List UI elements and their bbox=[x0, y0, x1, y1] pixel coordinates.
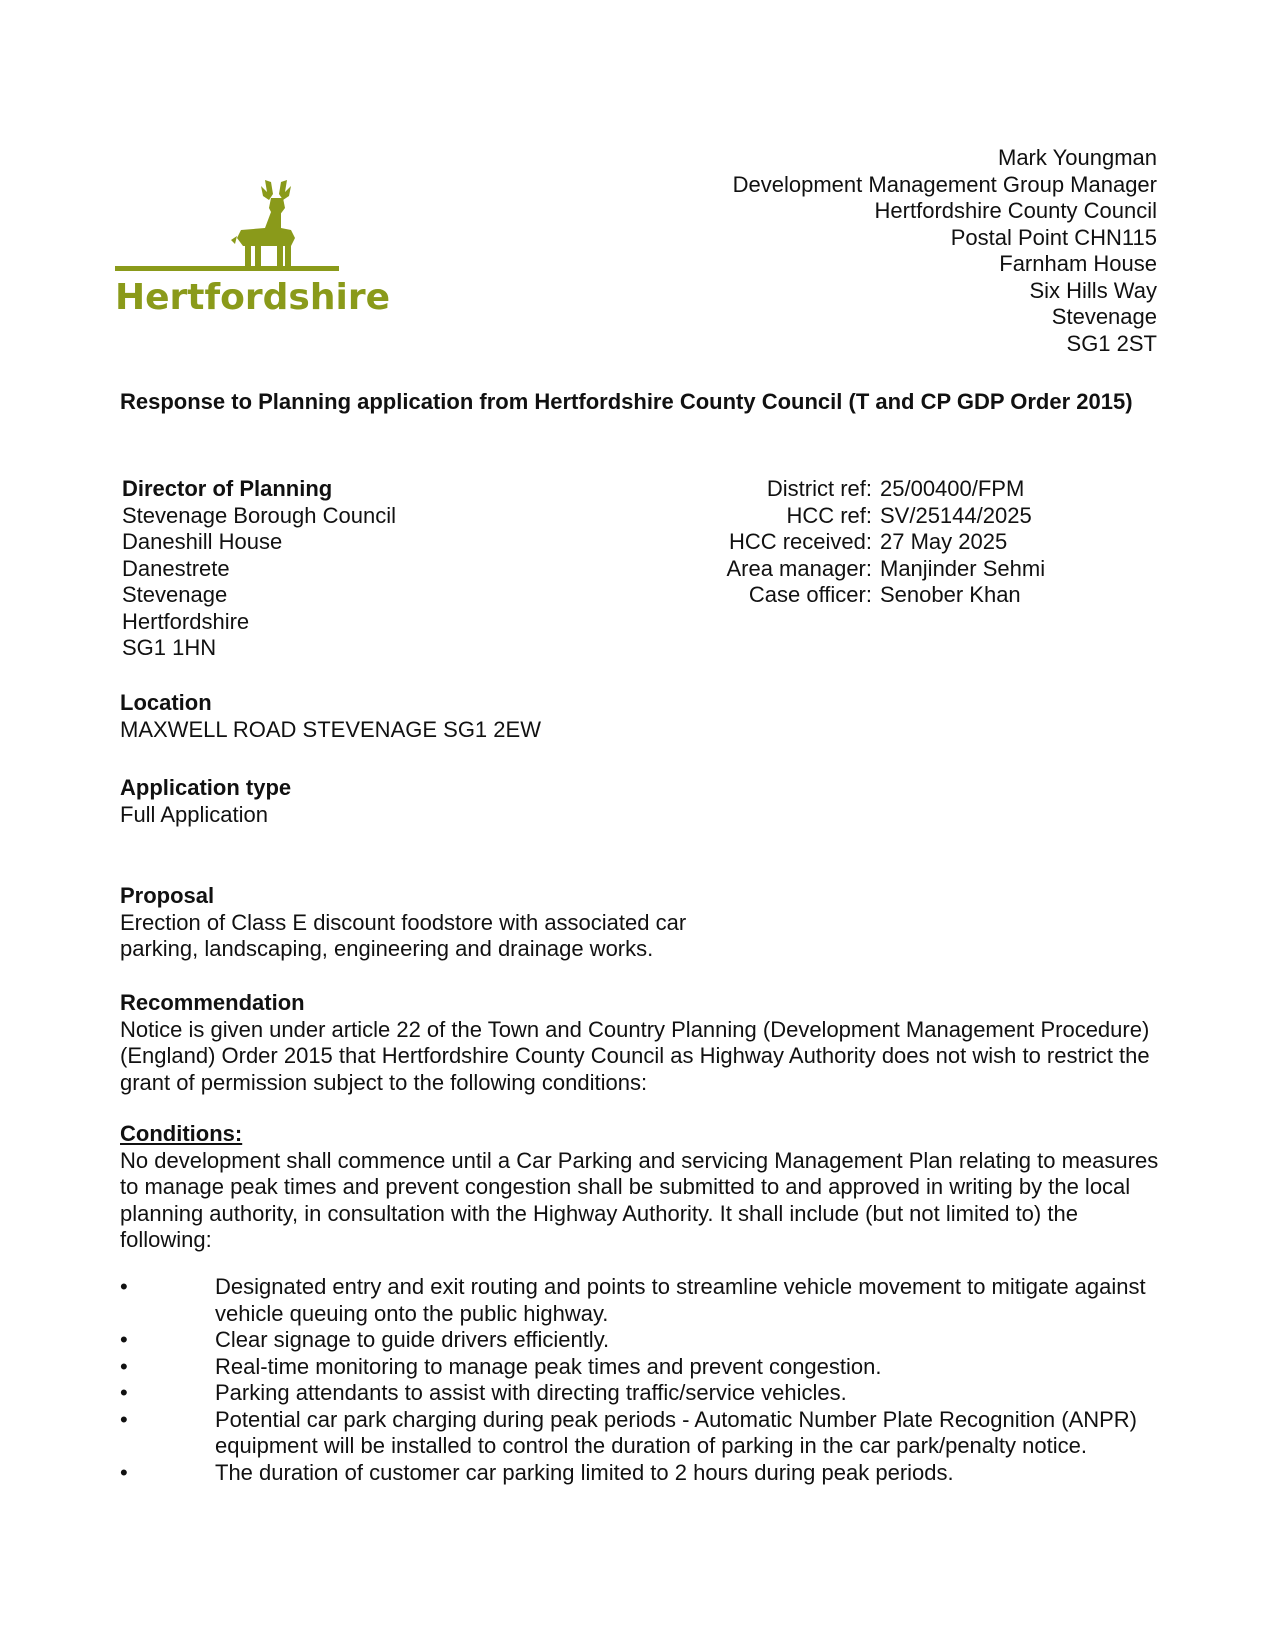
proposal-heading: Proposal bbox=[120, 883, 215, 908]
list-item-text: Designated entry and exit routing and points to streamline vehicle movement to mitigate against vehicle queuing onto the public highway. bbox=[215, 1274, 1146, 1326]
recommendation-heading: Recommendation bbox=[120, 990, 305, 1015]
bullet-icon: • bbox=[120, 1459, 128, 1485]
bullet-icon: • bbox=[120, 1406, 128, 1432]
sender-line: Mark Youngman bbox=[998, 145, 1157, 170]
sender-line: Farnham House bbox=[999, 251, 1157, 276]
proposal-section bbox=[120, 883, 720, 963]
sender-line: Stevenage bbox=[1051, 304, 1157, 329]
list-item bbox=[120, 1327, 1170, 1354]
bullet-icon: • bbox=[120, 1274, 128, 1299]
conditions-text: No development shall commence until a Car Parking and servicing Management Plan relating to measures to manage peak times and prevent congestion shall be submitted to and approved in writing by the local planning authority, in consultation with the Highway Authority. It shall include (but not limited to) the following: bbox=[120, 1147, 1159, 1252]
list-item bbox=[120, 1407, 1170, 1460]
recipient-line: Stevenage Borough Council bbox=[122, 502, 396, 528]
list-item bbox=[120, 1460, 1170, 1487]
hertfordshire-logo bbox=[115, 178, 390, 318]
conditions-heading: Conditions: bbox=[120, 1121, 243, 1146]
ref-label: Area manager: bbox=[726, 555, 872, 581]
ref-value: 25/00400/FPM bbox=[880, 476, 1025, 501]
list-item-text: Clear signage to guide drivers efficiently. bbox=[215, 1327, 610, 1352]
recommendation-section bbox=[120, 990, 1160, 1096]
proposal-text: Erection of Class E discount foodstore with associated car parking, landscaping, engineering and drainage works. bbox=[120, 909, 687, 961]
bullet-icon: • bbox=[120, 1353, 128, 1379]
recipient-line: Daneshill House bbox=[122, 529, 283, 554]
ref-row bbox=[620, 529, 1130, 556]
ref-value: SV/25144/2025 bbox=[880, 502, 1032, 528]
list-item bbox=[120, 1274, 1170, 1327]
list-item-text: The duration of customer car parking limited to 2 hours during peak periods. bbox=[215, 1459, 954, 1485]
bullet-icon: • bbox=[120, 1327, 128, 1352]
ref-label: HCC received: bbox=[728, 529, 872, 554]
application-type-heading: Application type bbox=[120, 775, 292, 800]
stag-icon bbox=[115, 178, 355, 278]
sender-line: Postal Point CHN115 bbox=[950, 224, 1157, 250]
ref-label: Case officer: bbox=[748, 582, 872, 607]
sender-address bbox=[733, 145, 1157, 357]
location-text: MAXWELL ROAD STEVENAGE SG1 2EW bbox=[120, 716, 541, 742]
ref-row bbox=[620, 582, 1130, 609]
reference-table bbox=[620, 476, 1130, 609]
recipient-line: Danestrete bbox=[122, 555, 230, 581]
sender-line: Development Management Group Manager bbox=[732, 171, 1157, 197]
location-section bbox=[120, 690, 1160, 743]
conditions-section bbox=[120, 1121, 1170, 1254]
application-type-section bbox=[120, 775, 1160, 828]
recipient-line: Hertfordshire bbox=[122, 608, 250, 634]
location-heading: Location bbox=[120, 690, 212, 715]
sender-line: Six Hills Way bbox=[1029, 277, 1157, 303]
ref-row bbox=[620, 476, 1130, 503]
sender-line: SG1 2ST bbox=[1066, 330, 1157, 356]
application-type-text: Full Application bbox=[120, 801, 268, 827]
ref-label: HCC ref: bbox=[786, 502, 872, 528]
conditions-bullet-list bbox=[120, 1274, 1170, 1486]
recommendation-text: Notice is given under article 22 of the Town and Country Planning (Development Management Procedure) (England) Order 2015 that Hertfordshire County Council as Highway Authority does not wish to restrict the grant of permission subject to the following conditions: bbox=[120, 1016, 1150, 1095]
logo-wordmark: Hertfordshire bbox=[115, 277, 390, 318]
list-item-text: Potential car park charging during peak periods - Automatic Number Plate Recognition (ANPR) equipment will be installed to control the duration of parking in the car park/penalty notice. bbox=[215, 1406, 1138, 1458]
recipient-address bbox=[122, 476, 396, 662]
ref-row bbox=[620, 503, 1130, 530]
ref-value: Senober Khan bbox=[880, 582, 1021, 607]
recipient-line: Stevenage bbox=[122, 582, 228, 607]
sender-line: Hertfordshire County Council bbox=[874, 198, 1157, 223]
ref-value: Manjinder Sehmi bbox=[880, 555, 1046, 581]
list-item-text: Parking attendants to assist with directing traffic/service vehicles. bbox=[215, 1380, 847, 1405]
recipient-line: SG1 1HN bbox=[122, 635, 217, 660]
bullet-icon: • bbox=[120, 1380, 128, 1405]
ref-label: District ref: bbox=[766, 476, 872, 501]
ref-value: 27 May 2025 bbox=[880, 529, 1008, 554]
ref-row bbox=[620, 556, 1130, 583]
list-item-text: Real-time monitoring to manage peak times and prevent congestion. bbox=[215, 1353, 882, 1379]
recipient-title: Director of Planning bbox=[122, 476, 333, 501]
document-heading: Response to Planning application from Hertfordshire County Council (T and CP GDP Order 2015) bbox=[120, 389, 1133, 414]
list-item bbox=[120, 1380, 1170, 1407]
list-item bbox=[120, 1354, 1170, 1381]
